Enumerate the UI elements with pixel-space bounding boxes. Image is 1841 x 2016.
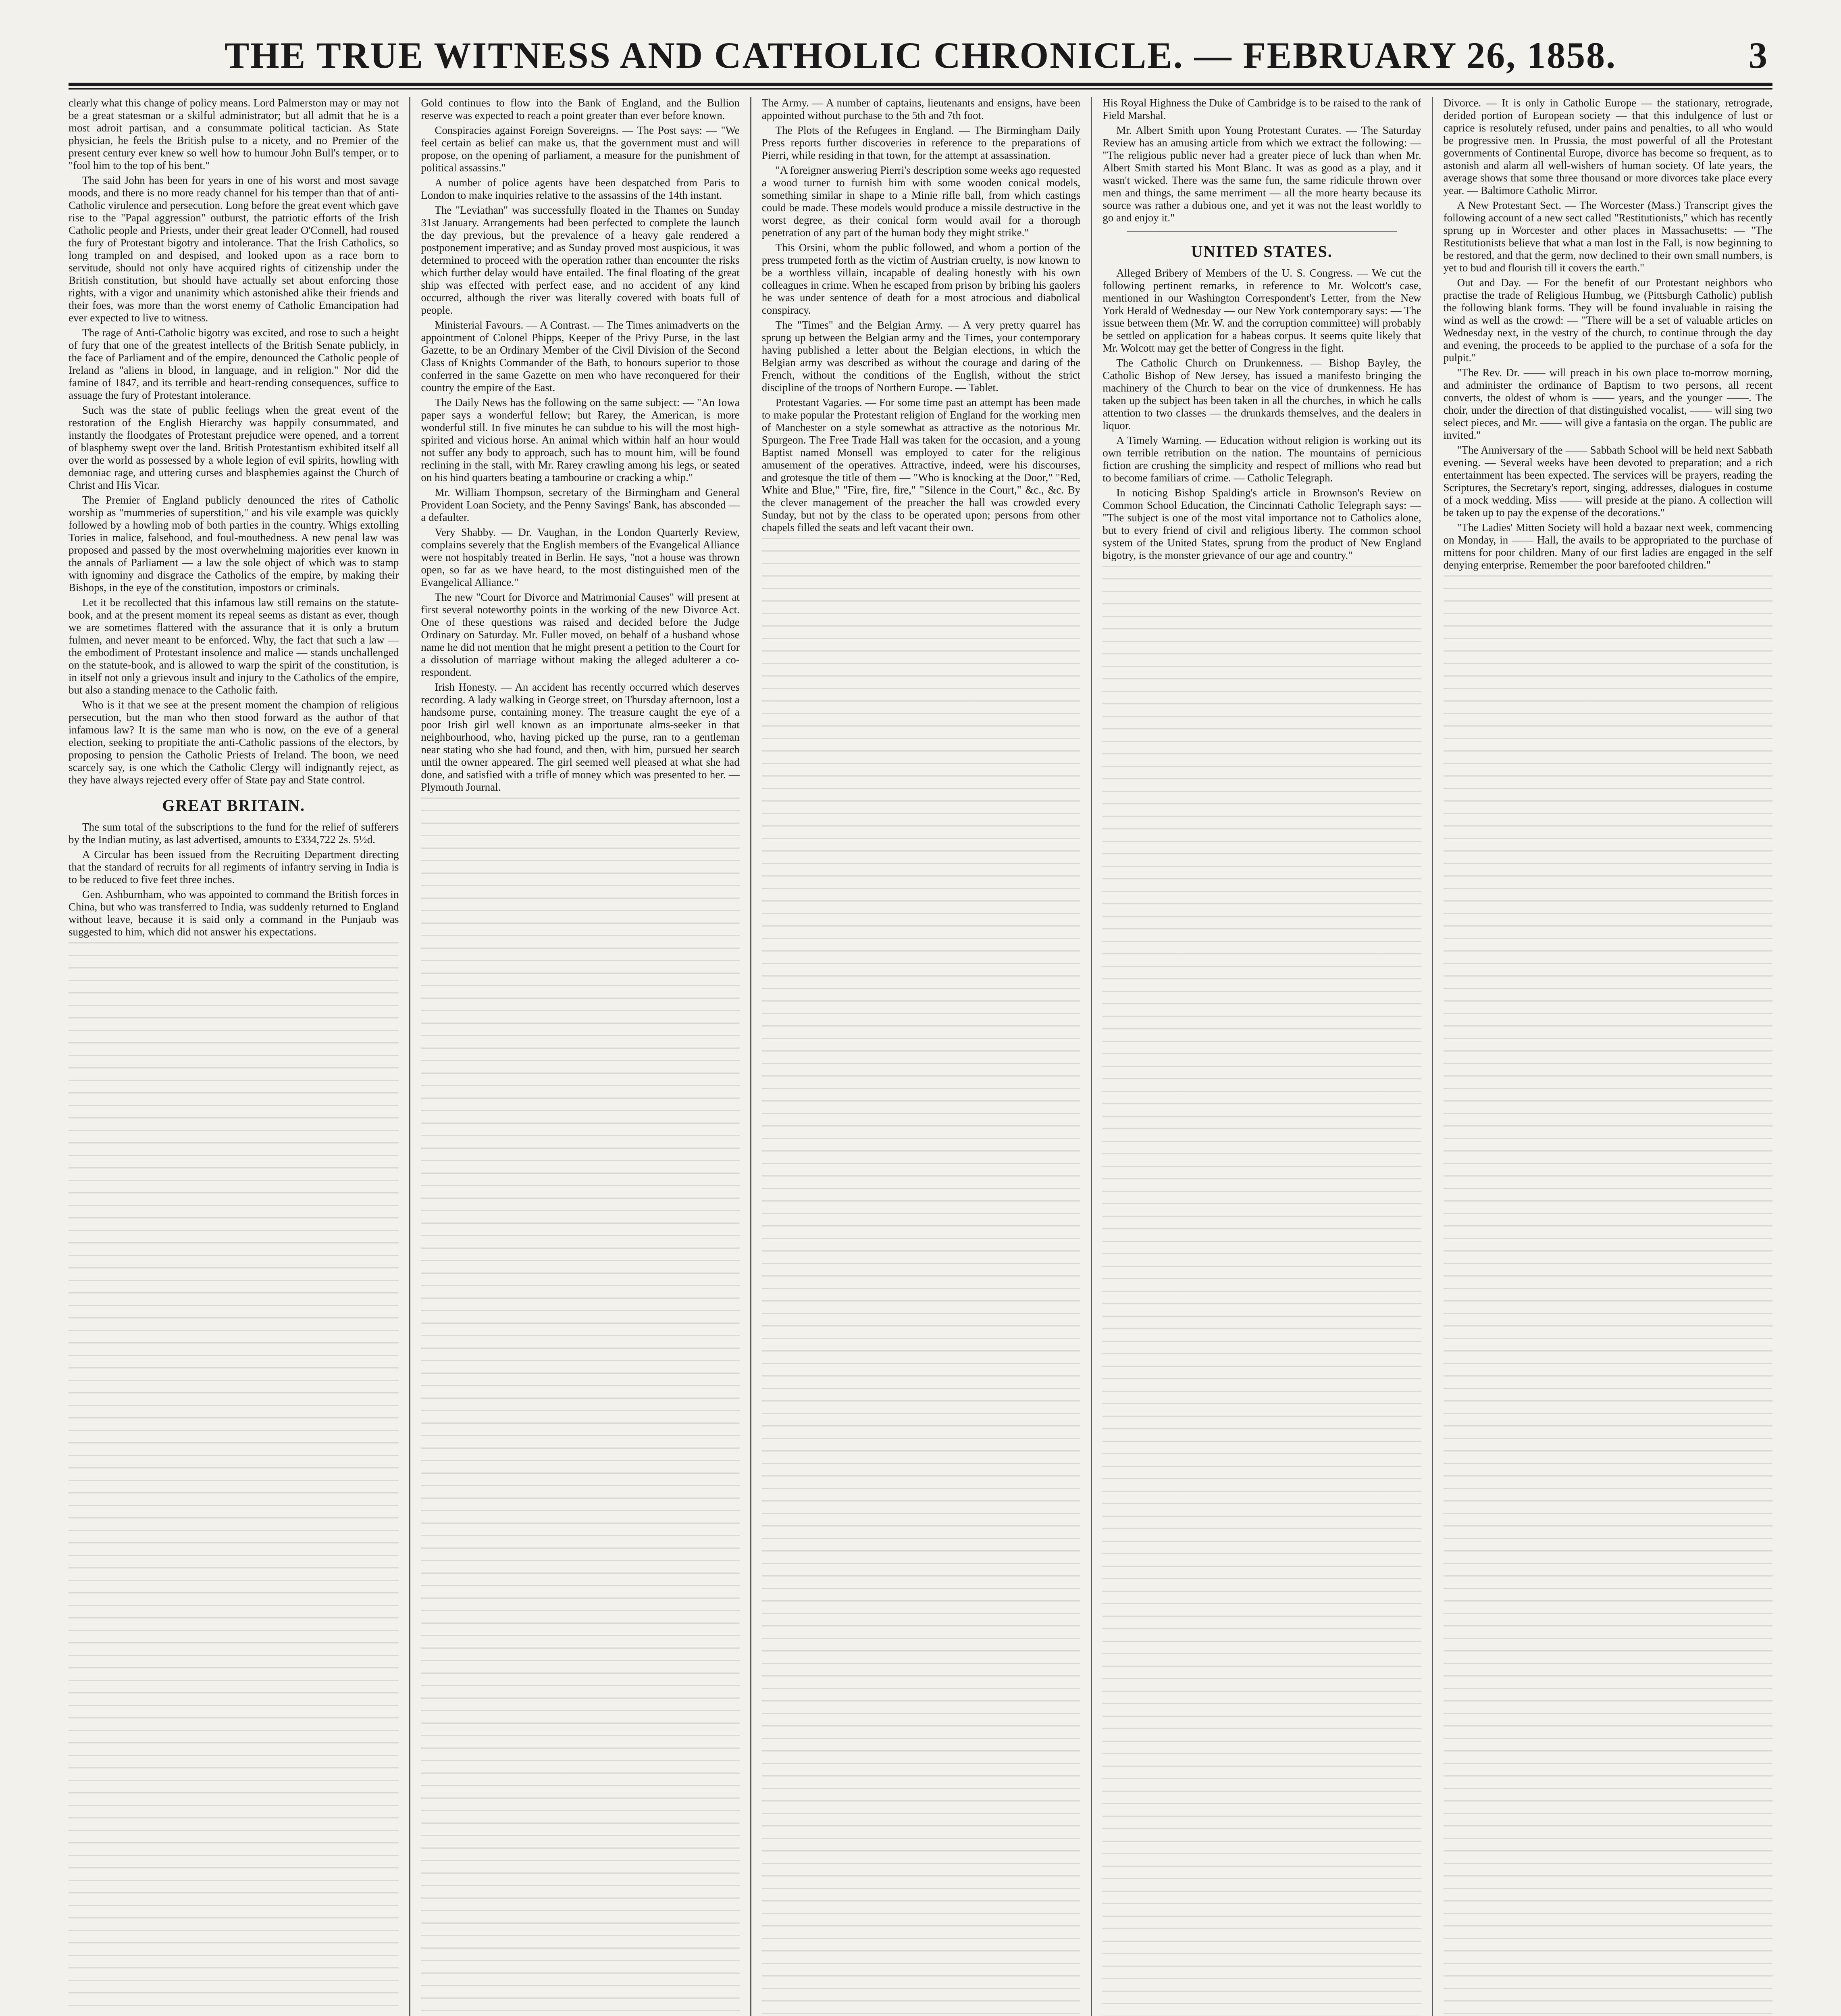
article-paragraph: The said John has been for years in one of his worst and most savage moods, and there is no more ready channel for his temper than that of anti-Catholic virulence and persecution. Long before the great event which gave rise to the "Papal aggression" outburst, the patriotic efforts of the Irish Catholic people and Priests, under their great leader O'Connell, had roused the fury of Protestant bigotry and intolerance. That the Irish Catholics, so long trampled on and despised, and looked upon as a race born to servitude, should not only have acquired rights of citizenship under the British constitution, but should have actually set about enforcing those rights, with a vigor and unanimity which astonished alike their friends and their foes, was more than the worst enemy of Catholic Emancipation had ever expected to live to witness. bbox=[69, 174, 399, 324]
news-item: Mr. Albert Smith upon Young Protestant Curates. — The Saturday Review has an amusing article from which we extract the following: — "The religious public never had a greater piece of luck than when Mr. Albert Smith started his Mont Blanc. It was as good as a play, and it wasn't wicked. There was the same fun, the same ridicule thrown over men and things, the same merriment — all the more hearty because its source was rather a dubious one, and yet it was not the least worldly to go and enjoy it." bbox=[1103, 124, 1421, 224]
column-text-continuation bbox=[1103, 566, 1421, 2016]
news-item: Out and Day. — For the benefit of our Protestant neighbors who practise the trade of Religious Humbug, we (Pittsburgh Catholic) publish the following blank forms. They will be found invaluable in raising the wind as well as the crowd: — "There will be a set of valuable articles on Wednesday next, in the vestry of the church, to continue through the day and evening, the proceeds to be applied to the purchase of a sofa for the pulpit." bbox=[1443, 277, 1772, 364]
news-item: This Orsini, whom the public followed, and whom a portion of the press trumpeted forth as the victim of Austrian cruelty, is now known to be a worthless villain, incapable of dealing honestly with his own colleagues in crime. When he escaped from prison by bribing his gaolers he was under sentence of death for a most atrocious and diabolical conspiracy. bbox=[761, 242, 1081, 316]
article-paragraph: Let it be recollected that this infamous law still remains on the statute-book, and at the present moment its repeal seems as distant as ever, though we are sometimes flattered with the assurance that it is only a brutum fulmen, and never meant to be enforced. Why, the fact that such a law — the embodiment of Protestant insolence and malice — stands unchallenged on the statute-book, and is allowed to warp the spirit of the constitution, is in itself not only a grievous insult and injury to the Catholics of the empire, but also a standing menace to the Catholic faith. bbox=[69, 596, 399, 696]
news-item: Gen. Ashburnham, who was appointed to command the British forces in China, but who was transferred to India, was suddenly returned to England without leave, because it is said only a command in the Punjaub was suggested to him, which did not answer his expectations. bbox=[69, 888, 399, 938]
article-paragraph: The Premier of England publicly denounced the rites of Catholic worship as "mummeries of superstition," and his vile example was quickly followed by a howling mob of both parties in the country. Whigs extolling Tories in malice, falsehood, and foul-mouthedness. A new penal law was proposed and passed by the most overwhelming majorities ever known in the annals of Parliament — a law the sole object of which was to stamp with ignominy and disgrace the Catholics of the empire, by making their Bishops, in the eye of the constitution, impostors or criminals. bbox=[69, 494, 399, 594]
column-3 bbox=[750, 97, 1091, 2016]
news-item: The Army. — A number of captains, lieutenants and ensigns, have been appointed without purchase to the 5th and 7th foot. bbox=[761, 97, 1081, 121]
column-text-continuation bbox=[762, 538, 1080, 2016]
column-text-continuation bbox=[1444, 575, 1772, 2016]
news-item: Very Shabby. — Dr. Vaughan, in the London Quarterly Review, complains severely that the English members of the Evangelical Alliance were not hospitably treated in Berlin. He says, "not a house was thrown open, so far as we have heard, to the most distinguished men of the Evangelical Alliance." bbox=[421, 526, 740, 588]
masthead-rule-thin bbox=[69, 88, 1772, 90]
news-item: Divorce. — It is only in Catholic Europe — the stationary, retrograde, derided portion of European society — that this indulgence of lust or caprice is resolutely refused, under pains and penalties, to all who would be progressive men. In Prussia, the most powerful of all the Protestant governments of Continental Europe, divorce has become so frequent, as to astonish and alarm all well-wishers of human society. Of late years, the average shows that some three thousand or more divorces take place every year. — Baltimore Catholic Mirror. bbox=[1443, 97, 1772, 196]
newspaper-title: THE TRUE WITNESS AND CATHOLIC CHRONICLE. bbox=[224, 35, 1184, 76]
news-item: Mr. William Thompson, secretary of the Birmingham and General Provident Loan Society, and the Penny Savings' Bank, has absconded — a defaulter. bbox=[421, 486, 740, 523]
news-item: The "Times" and the Belgian Army. — A very pretty quarrel has sprung up between the Belgian army and the Times, your contemporary having published a letter about the Belgian elections, in which the Belgian army was described as without the courage and daring of the French, without the conditions of the English, without the strict discipline of the troops of Northern Europe. — Tablet. bbox=[761, 319, 1081, 394]
masthead-separator: — bbox=[1194, 35, 1233, 76]
column-4 bbox=[1091, 97, 1431, 2016]
news-item: The "Leviathan" was successfully floated in the Thames on Sunday 31st January. Arrangements had been perfected to complete the launch the day previous, but the prevalence of a heavy gale rendered a postponement imperative; and as Sunday proved most auspicious, it was determined to proceed with the operation rather than encounter the risks which further delay would have entailed. The final floating of the great ship was effected with perfect ease, and no accident of any kind occurred, although the river was literally covered with boats full of people. bbox=[421, 204, 740, 316]
news-item: The Plots of the Refugees in England. — The Birmingham Daily Press reports further discoveries in reference to the preparations of Pierri, while residing in that town, for the attempt at assassination. bbox=[761, 124, 1081, 161]
news-item: A New Protestant Sect. — The Worcester (Mass.) Transcript gives the following account of a new sect called "Restitutionists," which has recently sprung up in Worcester and other places in Massachusetts: — "The Restitutionists believe that what a man lost in the Fall, is now beginning to be restored, and that the germ, now declined to their own small numbers, is yet to bud and flourish till it covers the earth." bbox=[1443, 199, 1772, 274]
article-paragraph: The rage of Anti-Catholic bigotry was excited, and rose to such a height of fury that one of the greatest intellects of the British Senate publicly, in the face of Parliament and of the empire, denounced the Catholic people of Ireland as "aliens in blood, in language, and in religion." Nor did the famine of 1847, and its terrible and heart-rending consequences, suffice to assuage the fury of Protestant intolerance. bbox=[69, 327, 399, 401]
news-item: Conspiracies against Foreign Sovereigns. — The Post says: — "We feel certain as belief can make us, that the government must and will propose, on the opening of parliament, a measure for the punishment of political assassins." bbox=[421, 124, 740, 174]
news-item: "The Anniversary of the —— Sabbath School will be held next Sabbath evening. — Several weeks have been devoted to preparation; and a rich entertainment has been expected. The services will be prayers, reading the Scriptures, the Secretary's report, singing, addresses, dialogues in costume of a mock wedding. Miss —— will preside at the piano. A collection will be taken up to pay the expense of the decorations." bbox=[1443, 444, 1772, 519]
news-item: The Daily News has the following on the same subject: — "An Iowa paper says a wonderful fellow; but Rarey, the American, is more wonderful still. In five minutes he can subdue to his will the most high-spirited and vicious horse. An animal which within half an hour would not suffer any body to approach, such has to mount him, will be found reclining in the stall, with Mr. Rarey crawling among his legs, or seated on his hind quarters beating a tambourine or cracking a whip." bbox=[421, 396, 740, 483]
column-1 bbox=[69, 97, 409, 2016]
masthead-rule bbox=[69, 83, 1772, 86]
section-heading-great-britain: GREAT BRITAIN. bbox=[162, 796, 306, 814]
news-item: A Timely Warning. — Education without religion is working out its own terrible retribution on the nation. The mountains of pernicious fiction are crushing the simplicity and respect of millions who read but to become familiars of crime. — Catholic Telegraph. bbox=[1103, 434, 1421, 484]
news-item: Ministerial Favours. — A Contrast. — The Times animadverts on the appointment of Colonel Phipps, Keeper of the Privy Purse, in the last Gazette, to be an Ordinary Member of the Civil Division of the Second Class of Knights Commander of the Bath, to honours superior to those conferred in the same Gazette on men who have reconquered for their country the empire of the East. bbox=[421, 319, 740, 394]
column-2 bbox=[409, 97, 750, 2016]
masthead bbox=[69, 16, 1772, 77]
news-item: Alleged Bribery of Members of the U. S. Congress. — We cut the following pertinent remarks, in reference to Mr. Wolcott's case, mentioned in our Washington Correspondent's Letter, from the New York Herald of Wednesday — our New York contemporary says: — The issue between them (Mr. W. and the corruption committee) will probably be settled on application for a habeas corpus. It seems quite likely that Mr. Wolcott may get the better of Congress in the fight. bbox=[1103, 267, 1421, 354]
news-item: Irish Honesty. — An accident has recently occurred which deserves recording. A lady walking in George street, on Thursday afternoon, lost a handsome purse, containing money. The treasure caught the eye of a poor Irish girl well known as an importunate alms-seeker in that neighbourhood, who, having picked up the purse, ran to a gentleman near stating who she had found, and then, with him, pursued her search until the owner appeared. The girl seemed well pleased at what she had done, and satisfied with a trifle of money which was presented to her. — Plymouth Journal. bbox=[421, 681, 740, 793]
section-divider bbox=[1127, 231, 1397, 232]
section-heading-united-states: UNITED STATES. bbox=[1191, 242, 1333, 260]
article-paragraph: Who is it that we see at the present moment the champion of religious persecution, but the man who then stood forward as the author of that infamous law? It is the same man who is now, on the eve of a general election, seeking to propitiate the anti-Catholic passions of the electors, by proposing to pension the Catholic Priests of Ireland. The boon, we need scarcely say, is one which the Catholic Clergy will indignantly reject, as they have always rejected every offer of State pay and State control. bbox=[69, 699, 399, 786]
column-text-continuation bbox=[69, 942, 399, 2016]
article-paragraph: clearly what this change of policy means. Lord Palmerston may or may not be a great statesman or a skilful administrator; but all admit that he is a most adroit partisan, and a consummate political tactician. As State physician, he feels the British pulse to a nicety, and no Premier of the present century ever knew so well how to humour John Bull's temper, or to "fool him to the top of his bent." bbox=[69, 97, 399, 171]
news-item: "The Ladies' Mitten Society will hold a bazaar next week, commencing on Monday, in —— Hall, the avails to be appropriated to the purchase of mittens for poor children. Many of our first ladies are engaged in the self denying enterprise. Remember the poor barefooted children." bbox=[1443, 521, 1772, 571]
page-number: 3 bbox=[1749, 35, 1768, 76]
issue-date: FEBRUARY 26, 1858. bbox=[1243, 35, 1617, 76]
news-item: Protestant Vagaries. — For some time past an attempt has been made to make popular the Protestant religion of England for the working men of Manchester on a style somewhat as attractive as the notorious Mr. Spurgeon. The Free Trade Hall was taken for the occasion, and a young Baptist named Monsell was employed to cater for the religious amusement of the operatives. Attractive, indeed, were his discourses, and grotesque the title of them — "Who is knocking at the Door," "Red, White and Blue," "Fire, fire, fire," "Silence in the Court," &c., &c. By the clever management of the preacher the hall was crowded every Sunday, but not by the class to be operated upon; persons from other chapels filled the seats and left vacant their own. bbox=[761, 396, 1081, 533]
news-item: The new "Court for Divorce and Matrimonial Causes" will present at first several noteworthy points in the working of the new Divorce Act. One of these questions was raised and decided before the Judge Ordinary on Saturday. Mr. Fuller moved, on behalf of a husband whose name he did not mention that he might present a petition to the Court for a dissolution of marriage without making the alleged adulterer a co-respondent. bbox=[421, 591, 740, 678]
article-columns bbox=[69, 97, 1772, 2016]
news-item: Gold continues to flow into the Bank of England, and the Bullion reserve was expected to reach a point greater than ever before known. bbox=[421, 97, 740, 121]
news-item: In noticing Bishop Spalding's article in Brownson's Review on Common School Education, the Cincinnati Catholic Telegraph says: — "The subject is one of the most vital importance not to Catholics alone, but to every friend of civil and religious liberty. The common school system of the United States, sprung from the product of New England bigotry, is the monster grievance of our age and country." bbox=[1103, 487, 1421, 561]
column-5 bbox=[1432, 97, 1772, 2016]
news-item: The Catholic Church on Drunkenness. — Bishop Bayley, the Catholic Bishop of New Jersey, has issued a manifesto bringing the machinery of the Church to bear on the vice of drunkenness. He has taken up the subject has been taken in all the churches, in which he calls attention to two classes — the drunkards themselves, and the dealers in liquor. bbox=[1103, 357, 1421, 431]
news-item: The sum total of the subscriptions to the fund for the relief of sufferers by the Indian mutiny, as last advertised, amounts to £334,722 2s. 5½d. bbox=[69, 821, 399, 846]
column-text-continuation bbox=[421, 798, 739, 2016]
article-paragraph: Such was the state of public feelings when the great event of the restoration of the English Hierarchy was happily consummated, and instantly the floodgates of Protestant prejudice were opened, and a torrent of blasphemy swept over the land. British Protestantism exhibited itself all over the world as possessed by a whole legion of evil spirits, howling with demoniac rage, and uttering curses and blasphemies against the Church of Christ and His Vicar. bbox=[69, 404, 399, 491]
news-item: A number of police agents have been despatched from Paris to London to make inquiries relative to the assassins of the 14th instant. bbox=[421, 177, 740, 201]
news-item: His Royal Highness the Duke of Cambridge is to be raised to the rank of Field Marshal. bbox=[1103, 97, 1421, 121]
news-item: "A foreigner answering Pierri's description some weeks ago requested a wood turner to furnish him with some wooden conical models, something similar in shape to a Minie rifle ball, from which castings could be made. These models would produce a missile destructive in the worst degree, as their conical form would avail for a thorough penetration of any part of the human body they might strike." bbox=[761, 164, 1081, 239]
news-item: "The Rev. Dr. —— will preach in his own place to-morrow morning, and administer the ordinance of Baptism to two persons, all recent converts, the oldest of whom is —— years, and the younger ——. The choir, under the direction of that distinguished vocalist, —— will sing two select pieces, and Mr. —— will give a fantasia on the organ. The public are invited." bbox=[1443, 367, 1772, 441]
news-item: A Circular has been issued from the Recruiting Department directing that the standard of recruits for all regiments of infantry serving in India is to be reduced to five feet three inches. bbox=[69, 848, 399, 885]
